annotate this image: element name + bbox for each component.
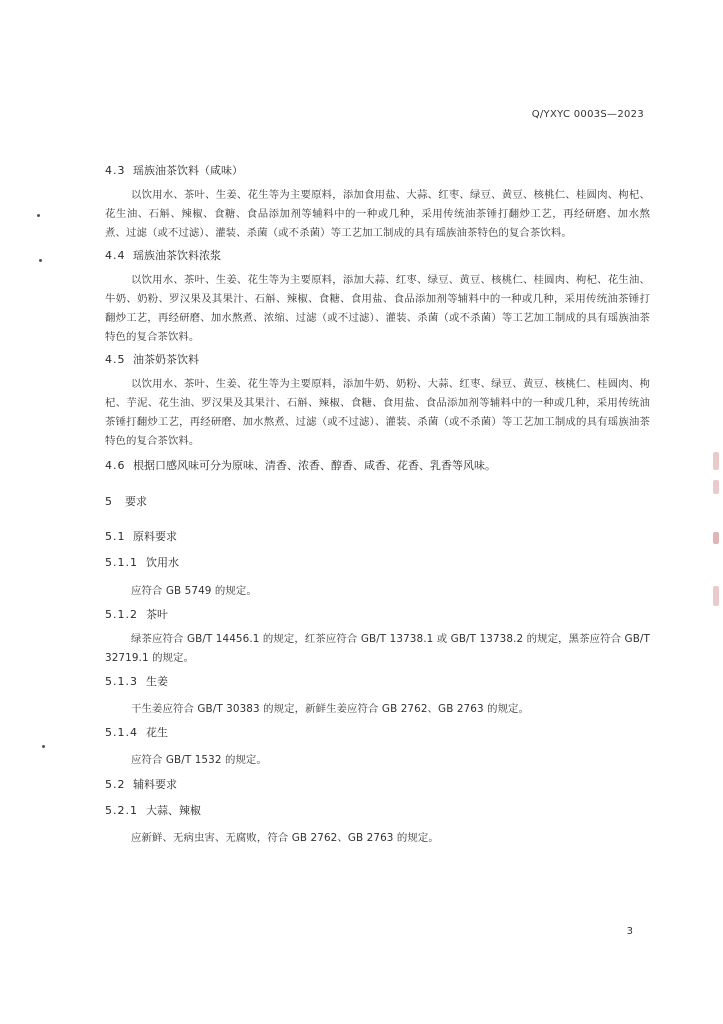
paragraph-5-1-3: 干生姜应符合 GB/T 30383 的规定，新鲜生姜应符合 GB 2762、GB 2763 的规定。 [131, 703, 530, 715]
heading-5-1-1 [105, 556, 650, 570]
section-title: 瑶族油茶饮料浓浆 [133, 249, 221, 262]
document-code: Q/YXYC 0003S—2023 [531, 109, 644, 120]
paragraph-5-1-2: 绿茶应符合 GB/T 14456.1 的规定，红茶应符合 GB/T 13738.1 或 GB/T 13738.2 的规定，黑茶应符合 GB/T 32719.1 的规定。 [105, 633, 650, 664]
section-number: 5.1.1 [105, 556, 138, 569]
section-title: 茶叶 [146, 608, 168, 621]
section-title: 辅料要求 [133, 778, 177, 791]
heading-5 [105, 495, 650, 509]
heading-5-2 [105, 778, 650, 792]
section-title: 原料要求 [133, 530, 177, 543]
paragraph-4-4: 以饮用水、茶叶、生姜、花生等为主要原料，添加大蒜、红枣、绿豆、黄豆、核桃仁、桂圆肉、枸杞、花生油、牛奶、奶粉、罗汉果及其果汁、石斛、辣椒、食糖、食用盐、食品添加剂等辅料中的一种或几种，采用传统油茶锤打翻炒工艺，再经研磨、加水熬煮、浓缩、过滤（或不过滤）、灌装、杀菌（或不杀菌）等工艺加工制成的具有瑶族油茶特色的复合茶饮料。 [105, 274, 650, 343]
section-number: 4.5 [105, 353, 126, 366]
scan-edge-mark [713, 452, 719, 470]
heading-5-1-2 [105, 608, 650, 622]
section-number: 5 [105, 495, 113, 508]
heading-5-1 [105, 530, 650, 544]
heading-5-1-3 [105, 675, 650, 689]
section-title: 饮用水 [146, 556, 179, 569]
document-body [105, 164, 650, 848]
section-number: 4.3 [105, 164, 126, 177]
paragraph-4-3: 以饮用水、茶叶、生姜、花生等为主要原料，添加食用盐、大蒜、红枣、绿豆、黄豆、核桃仁、桂圆肉、枸杞、花生油、石斛、辣椒、食糖、食品添加剂等辅料中的一种或几种，采用传统油茶锤打翻炒工艺，再经研磨、加水熬煮、过滤（或不过滤）、灌装、杀菌（或不杀菌）等工艺加工制成的具有瑶族油茶特色的复合茶饮料。 [105, 189, 650, 239]
section-number: 4.6 [105, 459, 126, 472]
paragraph-4-5: 以饮用水、茶叶、生姜、花生等为主要原料，添加牛奶、奶粉、大蒜、红枣、绿豆、黄豆、核桃仁、桂圆肉、枸杞、芋泥、花生油、罗汉果及其果汁、石斛、辣椒、食糖、食用盐、食品添加剂等辅料中的一种或几种，采用传统油茶锤打翻炒工艺，再经研磨、加水熬煮、过滤（或不过滤）、灌装、杀菌（或不杀菌）等工艺加工制成的具有瑶族油茶特色的复合茶饮料。 [105, 378, 650, 447]
heading-4-6 [105, 459, 650, 473]
paragraph-5-1-1: 应符合 GB 5749 的规定。 [131, 585, 257, 597]
scan-edge-mark [713, 532, 719, 544]
scan-speck [39, 259, 42, 262]
section-title: 瑶族油茶饮料（咸味） [133, 164, 243, 177]
scan-edge-mark [713, 480, 719, 494]
heading-5-2-1 [105, 804, 650, 818]
heading-4-5 [105, 353, 650, 367]
page-number: 3 [626, 926, 633, 937]
section-number: 4.4 [105, 249, 126, 262]
section-title: 生姜 [146, 675, 168, 688]
section-title: 大蒜、辣椒 [146, 804, 201, 817]
heading-5-1-4 [105, 726, 650, 740]
section-number: 5.1 [105, 530, 126, 543]
section-title: 花生 [146, 726, 168, 739]
section-text: 根据口感风味可分为原味、清香、浓香、醇香、咸香、花香、乳香等风味。 [133, 459, 496, 472]
section-title: 要求 [125, 495, 147, 508]
section-number: 5.1.4 [105, 726, 138, 739]
section-number: 5.2 [105, 778, 126, 791]
scan-edge-mark [713, 586, 719, 606]
section-number: 5.1.2 [105, 608, 138, 621]
heading-4-4 [105, 249, 650, 263]
paragraph-5-2-1: 应新鲜、无病虫害、无腐败，符合 GB 2762、GB 2763 的规定。 [131, 832, 439, 844]
paragraph-5-1-4: 应符合 GB/T 1532 的规定。 [131, 754, 267, 766]
section-title: 油茶奶茶饮料 [133, 353, 199, 366]
heading-4-3 [105, 164, 650, 178]
scan-speck [42, 745, 45, 748]
section-number: 5.2.1 [105, 804, 138, 817]
scan-speck [37, 214, 40, 217]
section-number: 5.1.3 [105, 675, 138, 688]
